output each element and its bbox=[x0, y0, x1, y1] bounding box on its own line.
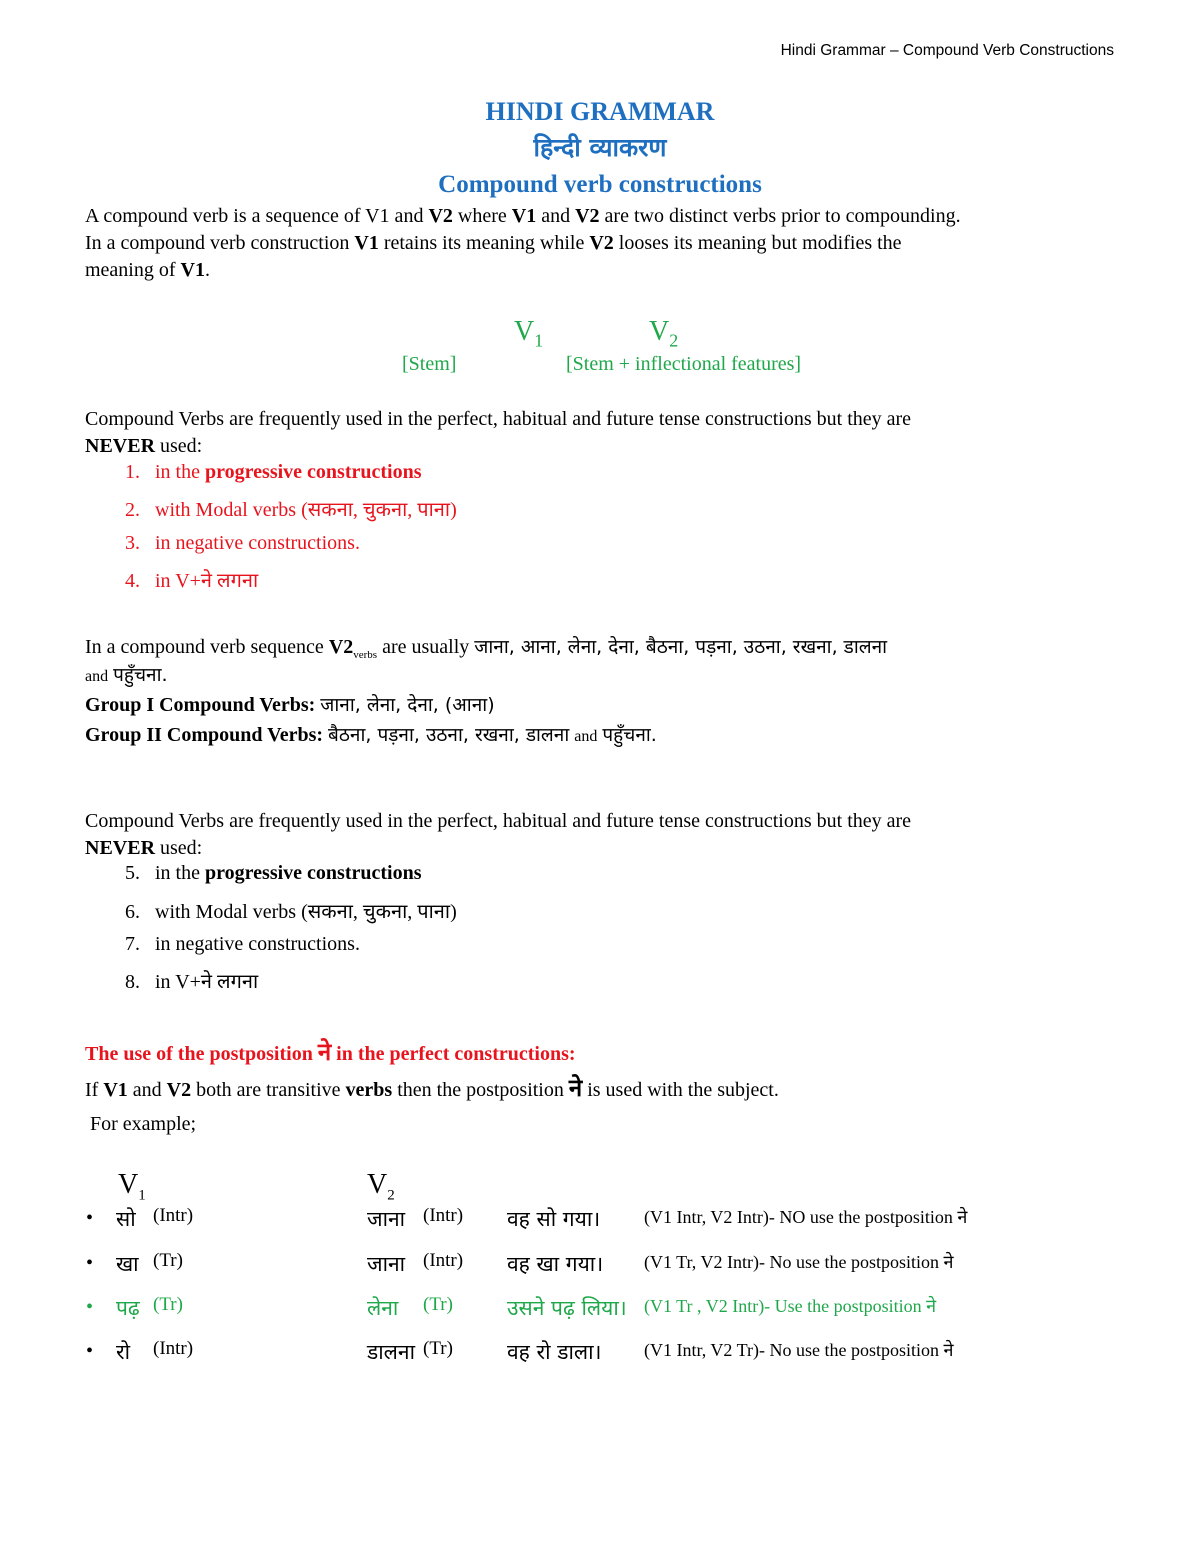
list-bold-text: progressive constructions bbox=[205, 862, 422, 884]
section2-line2 bbox=[85, 835, 202, 862]
bullet-icon: • bbox=[86, 1296, 94, 1318]
v1-term: V1 bbox=[103, 1079, 128, 1101]
list-text: in the bbox=[155, 461, 205, 483]
intro-line-2 bbox=[85, 230, 902, 257]
formula-v1 bbox=[514, 316, 543, 352]
rule-text: then the postposition bbox=[392, 1079, 569, 1101]
intro-line-3 bbox=[85, 257, 210, 284]
list-item bbox=[125, 461, 421, 484]
verbs-subscript: verbs bbox=[353, 649, 378, 661]
example-v2-type: (Intr) bbox=[423, 1250, 464, 1271]
example-v1: सो bbox=[116, 1207, 136, 1231]
list-item bbox=[125, 495, 457, 522]
group2-label: Group II Compound Verbs: bbox=[85, 724, 324, 746]
intro-text: and bbox=[536, 205, 576, 227]
and-text: and bbox=[574, 728, 598, 745]
never-emphasis: NEVER bbox=[85, 435, 156, 457]
formula-stem: [Stem] bbox=[402, 353, 457, 375]
example-v2: जाना bbox=[367, 1207, 406, 1231]
formula-letter: V bbox=[649, 316, 670, 347]
list-text: in V+ने लगना bbox=[155, 570, 259, 592]
example-v2-type: (Tr) bbox=[423, 1338, 453, 1359]
formula-stem-inflection: [Stem + inflectional features] bbox=[566, 353, 802, 375]
sequence-text: are usually bbox=[377, 636, 475, 658]
section1-line2 bbox=[85, 433, 202, 460]
header-subscript: 1 bbox=[138, 1187, 146, 1204]
never-emphasis: NEVER bbox=[85, 837, 156, 859]
v2-term: V2 bbox=[589, 232, 614, 254]
hindi-verb: पहुँचना. bbox=[602, 724, 657, 746]
list-item bbox=[125, 566, 258, 593]
example-note: (V1 Tr, V2 Intr)- No use the postposition ने bbox=[644, 1252, 954, 1272]
header-subscript: 2 bbox=[387, 1187, 395, 1204]
intro-text: A compound verb is a sequence of V1 and bbox=[85, 205, 429, 227]
example-v2: जाना bbox=[367, 1252, 406, 1276]
v1-term: V1 bbox=[354, 232, 379, 254]
example-note: (V1 Intr, V2 Tr)- No use the postposition ने bbox=[644, 1340, 954, 1360]
list-number: 2. bbox=[125, 499, 140, 521]
list-text: with Modal verbs (सकना, चुकना, पाना) bbox=[155, 901, 457, 923]
examples-v2-header bbox=[367, 1169, 395, 1205]
formula-subscript: 1 bbox=[534, 330, 544, 351]
page-subtitle: Compound verb constructions bbox=[438, 171, 762, 198]
sequence-line1 bbox=[85, 634, 887, 669]
list-item bbox=[125, 897, 457, 924]
used-text: used: bbox=[155, 837, 203, 859]
intro-line-1 bbox=[85, 203, 961, 230]
example-sentence: वह सो गया। bbox=[507, 1207, 601, 1231]
intro-text: looses its meaning but modifies the bbox=[613, 232, 902, 254]
page-title-hindi: हिन्दी व्याकरण bbox=[533, 133, 667, 162]
group1-verbs: जाना, लेना, देना, (आना) bbox=[320, 694, 495, 716]
example-sentence: वह रो डाला। bbox=[507, 1340, 602, 1364]
intro-text: In a compound verb construction bbox=[85, 232, 355, 254]
list-number: 3. bbox=[125, 532, 140, 554]
list-number: 6. bbox=[125, 901, 140, 923]
bullet-icon: • bbox=[86, 1207, 94, 1229]
list-item bbox=[125, 532, 360, 555]
list-number: 8. bbox=[125, 971, 140, 993]
postposition-heading bbox=[85, 1039, 576, 1068]
sequence-text: In a compound verb sequence bbox=[85, 636, 329, 658]
hindi-verb: पहुँचना. bbox=[113, 664, 168, 686]
intro-text: are two distinct verbs prior to compounding. bbox=[599, 205, 961, 227]
v2-term: V2 bbox=[575, 205, 600, 227]
formula-letter: V bbox=[514, 316, 535, 347]
running-header: Hindi Grammar – Compound Verb Constructions bbox=[780, 42, 1114, 59]
ne-postposition: ने bbox=[568, 1074, 583, 1102]
page-title: HINDI GRAMMAR bbox=[485, 97, 715, 126]
intro-text: . bbox=[204, 259, 210, 281]
verbs-bold: verbs bbox=[345, 1079, 393, 1101]
v1-term: V1 bbox=[180, 259, 205, 281]
list-item bbox=[125, 967, 258, 994]
bullet-icon: • bbox=[86, 1340, 94, 1362]
list-bold-text: progressive constructions bbox=[205, 461, 422, 483]
example-v1-type: (Intr) bbox=[153, 1338, 194, 1359]
intro-text: where bbox=[452, 205, 512, 227]
group1-line bbox=[85, 692, 495, 719]
group2-line bbox=[85, 722, 657, 750]
and-text: and bbox=[85, 668, 109, 685]
list-number: 7. bbox=[125, 933, 140, 955]
v2-term: V2 bbox=[166, 1079, 192, 1101]
header-letter: V bbox=[118, 1169, 139, 1200]
v2-term: V2 bbox=[428, 205, 453, 227]
sequence-line2 bbox=[85, 662, 168, 690]
list-text: in negative constructions. bbox=[155, 532, 360, 554]
example-v1: रो bbox=[116, 1340, 131, 1364]
formula-subscript: 2 bbox=[669, 330, 679, 351]
header-letter: V bbox=[367, 1169, 388, 1200]
ne-postposition: ने bbox=[317, 1038, 332, 1066]
example-sentence: उसने पढ़ लिया। bbox=[507, 1296, 627, 1320]
example-note: (V1 Tr , V2 Intr)- Use the postposition ने bbox=[644, 1296, 937, 1316]
list-text: in negative constructions. bbox=[155, 933, 360, 955]
list-number: 1. bbox=[125, 461, 140, 483]
rule-text: If bbox=[85, 1079, 104, 1101]
bullet-icon: • bbox=[86, 1252, 94, 1274]
intro-text: retains its meaning while bbox=[378, 232, 590, 254]
heading-text: The use of the postposition bbox=[85, 1043, 318, 1065]
rule-text: both are transitive bbox=[191, 1079, 346, 1101]
for-example: For example; bbox=[90, 1113, 197, 1135]
example-v2-type: (Tr) bbox=[423, 1294, 453, 1315]
rule-text: and bbox=[127, 1079, 167, 1101]
v1-term: V1 bbox=[511, 205, 537, 227]
example-v1: पढ़ bbox=[116, 1296, 140, 1320]
list-number: 4. bbox=[125, 570, 140, 592]
section1-line1: Compound Verbs are frequently used in the perfect, habitual and future tense constructions but they are bbox=[85, 408, 912, 430]
heading-text: in the perfect constructions: bbox=[331, 1043, 576, 1065]
list-item bbox=[125, 862, 421, 885]
group1-label: Group I Compound Verbs: bbox=[85, 694, 316, 716]
example-v1-type: (Tr) bbox=[153, 1294, 183, 1315]
formula-v2 bbox=[649, 316, 678, 352]
v2-term: V2 bbox=[328, 636, 354, 658]
example-v1: खा bbox=[116, 1252, 139, 1276]
example-v2-type: (Intr) bbox=[423, 1205, 464, 1226]
section2-line1: Compound Verbs are frequently used in the perfect, habitual and future tense constructions but they are bbox=[85, 810, 912, 832]
example-sentence: वह खा गया। bbox=[507, 1252, 604, 1276]
list-text: in V+ने लगना bbox=[155, 971, 259, 993]
example-note: (V1 Intr, V2 Intr)- NO use the postposition ने bbox=[644, 1207, 968, 1227]
intro-text: meaning of bbox=[85, 259, 181, 281]
example-v2: लेना bbox=[367, 1296, 399, 1320]
example-v2: डालना bbox=[367, 1340, 416, 1364]
used-text: used: bbox=[155, 435, 203, 457]
group2-verbs: बैठना, पड़ना, उठना, रखना, डालना bbox=[328, 724, 570, 746]
list-item bbox=[125, 933, 360, 956]
example-v1-type: (Tr) bbox=[153, 1250, 183, 1271]
postposition-rule bbox=[85, 1075, 779, 1104]
rule-text: is used with the subject. bbox=[582, 1079, 779, 1101]
examples-v1-header bbox=[118, 1169, 146, 1205]
hindi-verb-list: जाना, आना, लेना, देना, बैठना, पड़ना, उठना, रखना, डालना bbox=[474, 636, 888, 658]
list-text: with Modal verbs (सकना, चुकना, पाना) bbox=[155, 499, 457, 521]
example-v1-type: (Intr) bbox=[153, 1205, 194, 1226]
list-number: 5. bbox=[125, 862, 140, 884]
list-text: in the bbox=[155, 862, 205, 884]
